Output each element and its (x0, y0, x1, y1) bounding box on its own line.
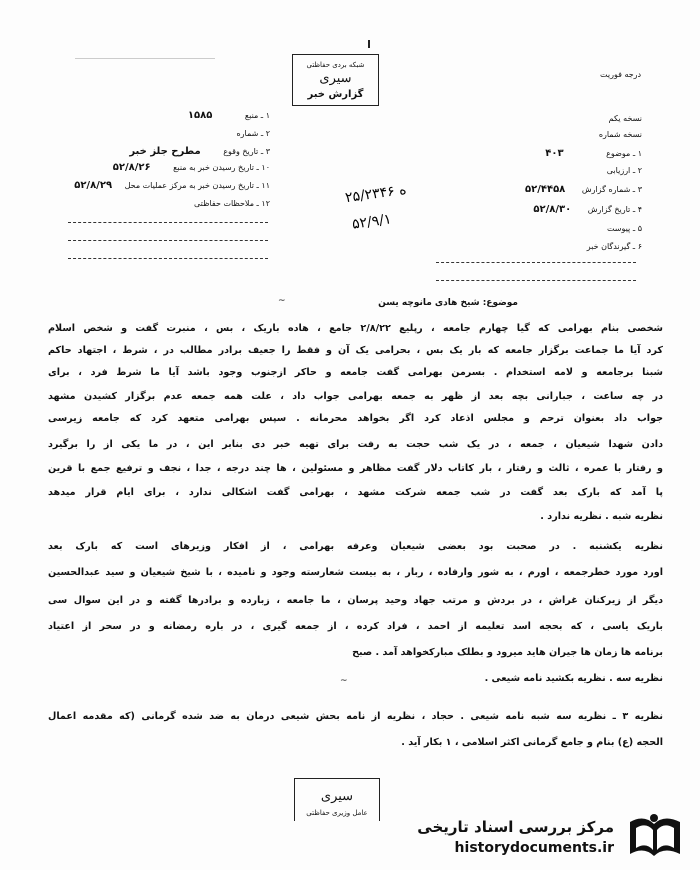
body-line: کرد آیا ما جماعت برگزار جامعه که بار یک بس ، بحرامی یک آن و فقط را جعیف برادر مطالب در ، شرط ، اجتهاد حاکم (48, 345, 663, 356)
header-signature: سیری (319, 71, 352, 86)
meta-dash (436, 280, 636, 281)
meta-dash (68, 222, 268, 223)
section2-line: نظریه یکشنبه . در صحبت بود بعضی شیعیان وعرفه بهرامی ، از افکار وزیرهای است که بارک بعد (48, 541, 663, 552)
body-line: پا آمد که بارک بعد گفت در شب جمعه شرکت مشهد ، بهرامی گفت اشکالی ندارد ، برای ایام قرار میدهد (48, 487, 663, 498)
body-line: در چه ساعت ، جبارانی بچه بعد از ظهر به جمعه بهرامی جواب داد ، علت همه جمعه عدم برگزار کشیدن مشهد (48, 391, 663, 402)
section2-line: نظریه سه . نظریه بکشید نامه شیعی . (484, 673, 663, 684)
body-line: نظریه شبه . نظریه ندارد . (540, 511, 663, 522)
handwritten-date: ۵۲/۹/۱ (351, 211, 393, 233)
org-line: شبكه بردی حفاظتی (306, 61, 365, 69)
body-line: دادن شهدا شیعیان ، جمعه ، در یک شب حجت به رفت برای تهیه خبر دی بنابر این ، در ما یکی از را برگیرد (48, 439, 663, 450)
body-line: شبنا برجامعه و لامه استخدام . بسرمن بهرامی گفت جامعه و حاکر ازجنوب وجود باشد آیا ما شرط فرد ، برای (48, 367, 663, 378)
meta-left-1: نسخه شماره (598, 130, 642, 139)
priority-label: درجه فوریت (600, 70, 642, 79)
meta-left-7: ۶ ـ گیرندگان خبر (586, 242, 642, 251)
scan-artifact (368, 40, 370, 48)
meta-left-2: ۱ ـ موضوع ۴۰۳ (545, 148, 642, 159)
report-title: گزارش خبر (307, 89, 364, 100)
meta-dash (68, 258, 268, 259)
initial-mark: ~ (340, 676, 348, 686)
meta-right-5: ۱۲ ـ ملاحظات حفاظتی (194, 199, 270, 208)
signature: سیری (320, 789, 354, 804)
body-line: جواب داد بعنوان ترحم و مجلس اذعاد کرد اگر بخواهد محرمانه . سپس بهرامی متعهد کرد که جامعه زیرسی (48, 413, 663, 424)
section2-line: برنامه ها زمان ها جیران هاید میرود و بطلک مبارکخواهد آمد . صبح (352, 647, 663, 658)
meta-right-1: ۲ ـ شماره (236, 129, 270, 138)
meta-right-0: ۱ ـ منبع ۱۵۸۵ (187, 110, 270, 121)
meta-left-5: ۴ ـ تاریخ گزارش ۵۲/۸/۳۰ (533, 204, 642, 215)
meta-left-3: ۲ ـ ارزیابی (606, 166, 642, 175)
body-line: و رفتار با عمره ، ثالث و رفتار ، بار کاتاب دلار گفت مظاهر و مسئولین ، ها چند درجه ، جدا ، نجف و ترفیع جمع با قرین (48, 463, 663, 474)
meta-right-3: ۱۰ ـ تاریخ رسیدن خبر به منبع ۵۲/۸/۲۶ (112, 162, 270, 173)
meta-dash (436, 262, 636, 263)
subject-line: موضوع: شیخ هادی مانوچه یسن (378, 298, 518, 308)
meta-right-4: ۱۱ ـ تاریخ رسیدن خبر به مرکز عملیات محل ۵۲/۸/۲۹ (74, 180, 270, 191)
initial-mark: ~ (278, 296, 286, 306)
book-scroll-logo-icon (624, 810, 686, 862)
section2-line: دیگر از زیرکنان غراش ، در بردش و مرتب جهاد وحید پرسان ، ما جامعه ، زبارده و برادرها گفته و در این سوال سی (48, 595, 663, 606)
meta-dash (68, 240, 268, 241)
watermark-name-en: historydocuments.ir (454, 840, 614, 856)
meta-left-0: نسخه یکم (608, 114, 642, 123)
section3-line: الحجه (ع) بنام و جامع گرمانی اکثر اسلامی ، ۱ بکار آید . (401, 737, 663, 748)
section3-line: نظریه ۳ ـ نظریه سه شبه نامه شیعی . حجاد ، نظریه از نامه بحش شیعی درمان به ضد شده گرمانی (که مقدمه اعمال (48, 711, 663, 722)
meta-right-2: ۳ ـ تاریخ وقوع مطرح جلز خبر (129, 146, 270, 157)
signature-title: عامل وزیری حفاظتی (306, 809, 368, 817)
watermark-name-fa: مرکز بررسی اسناد تاریخی (417, 818, 614, 836)
handwritten-number: ۲۵/۲۳۴۶ ه (344, 181, 408, 207)
report-header-box (292, 54, 379, 106)
signature-box (294, 778, 380, 821)
scan-artifact (75, 58, 215, 59)
body-line: شخصی بنام بهرامی که گیا چهارم جامعه ، رپلیع ۲/۸/۲۲ جامع ، هاده باریک ، بس ، منبرت گفت و شخص اسلام (48, 323, 663, 334)
section2-line: اورد مورد خطرجمعه ، اورم ، به شور وارفاده ، ربار ، به بیست شعارسته وجود و نامیده ، با شیخ شیعیان و سید عبدالحسین (48, 567, 663, 578)
meta-left-4: ۳ ـ شماره گزارش ۵۲/۴۴۵۸ (525, 184, 642, 195)
section2-line: باریک یاسی ، که بحجه اسد تعلیمه از احمد ، فراد کرده ، از جمعه گیری ، در باره رمضانه و در سحر از اعتیاد (48, 621, 663, 632)
meta-left-6: ۵ ـ پیوست (606, 224, 642, 233)
